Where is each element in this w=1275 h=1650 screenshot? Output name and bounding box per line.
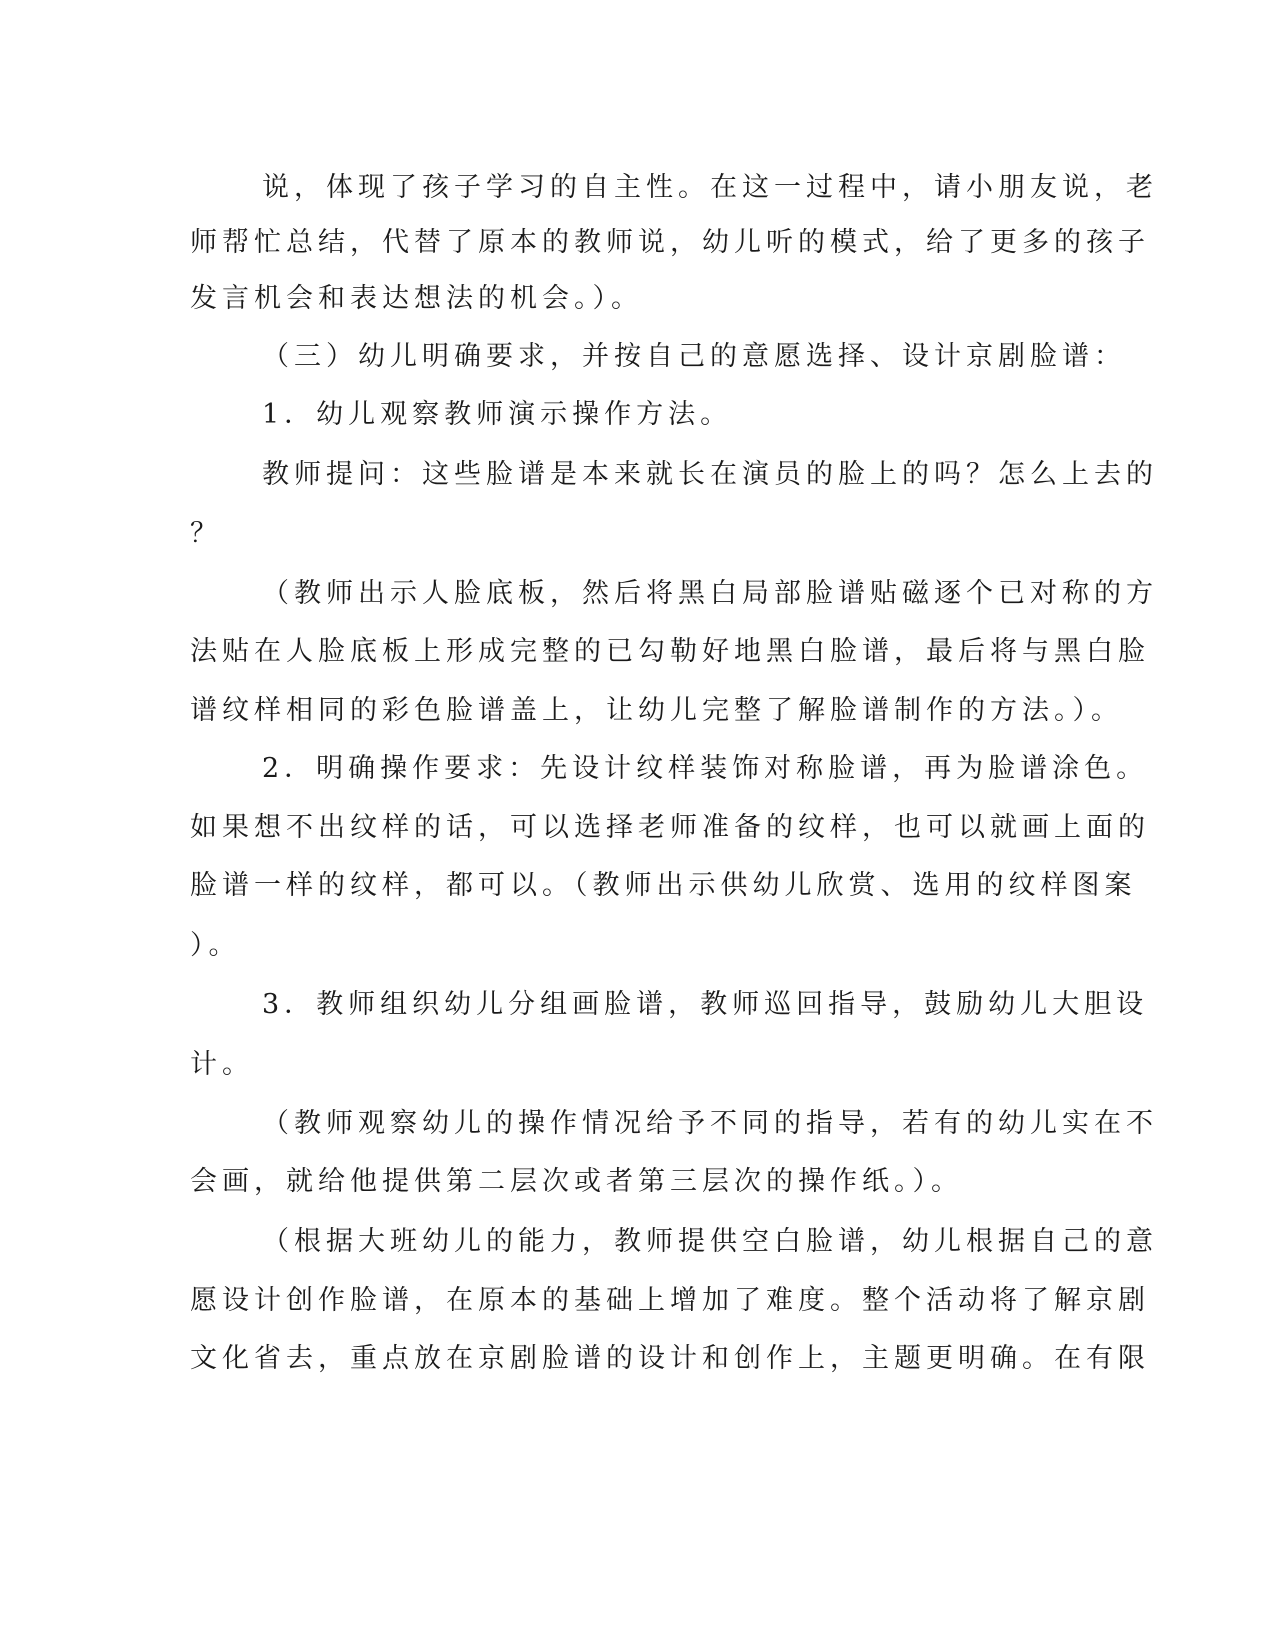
text-line-6: 教师提问：这些脸谱是本来就长在演员的脸上的吗？怎么上去的 [262,459,1158,490]
text-line-17: （教师观察幼儿的操作情况给予不同的指导，若有的幼儿实在不 [262,1108,1158,1139]
text-line-15: 3．教师组织幼儿分组画脸谱，教师巡回指导，鼓励幼儿大胆设 [262,989,1149,1020]
text-line-4: （三）幼儿明确要求，并按自己的意愿选择、设计京剧脸谱： [262,341,1126,372]
text-line-20: 愿设计创作脸谱，在原本的基础上增加了难度。整个活动将了解京剧 [190,1285,1150,1316]
text-line-13: 脸谱一样的纹样，都可以。（教师出示供幼儿欣赏、选用的纹样图案 [190,870,1137,901]
text-line-5: 1．幼儿观察教师演示操作方法。 [262,399,733,430]
text-line-1: 说，体现了孩子学习的自主性。在这一过程中，请小朋友说，老 [262,172,1158,203]
text-line-9: 法贴在人脸底板上形成完整的已勾勒好地黑白脸谱，最后将与黑白脸 [190,636,1150,667]
text-line-19: （根据大班幼儿的能力，教师提供空白脸谱，幼儿根据自己的意 [262,1226,1158,1257]
text-line-16: 计。 [190,1049,254,1080]
text-line-10: 谱纹样相同的彩色脸谱盖上，让幼儿完整了解脸谱制作的方法。）。 [190,695,1123,726]
text-line-8: （教师出示人脸底板，然后将黑白局部脸谱贴磁逐个已对称的方 [262,578,1158,609]
text-line-11: 2．明确操作要求：先设计纹样装饰对称脸谱，再为脸谱涂色。 [262,753,1149,784]
text-line-7: ？ [190,518,222,549]
text-line-14: ）。 [190,930,241,961]
text-line-18: 会画，就给他提供第二层次或者第三层次的操作纸。）。 [190,1166,963,1197]
text-line-12: 如果想不出纹样的话，可以选择老师准备的纹样，也可以就画上面的 [190,812,1150,843]
text-line-3: 发言机会和表达想法的机会。）。 [190,283,643,314]
text-line-21: 文化省去，重点放在京剧脸谱的设计和创作上，主题更明确。在有限 [190,1343,1150,1374]
text-line-2: 师帮忙总结，代替了原本的教师说，幼儿听的模式，给了更多的孩子 [190,227,1150,258]
